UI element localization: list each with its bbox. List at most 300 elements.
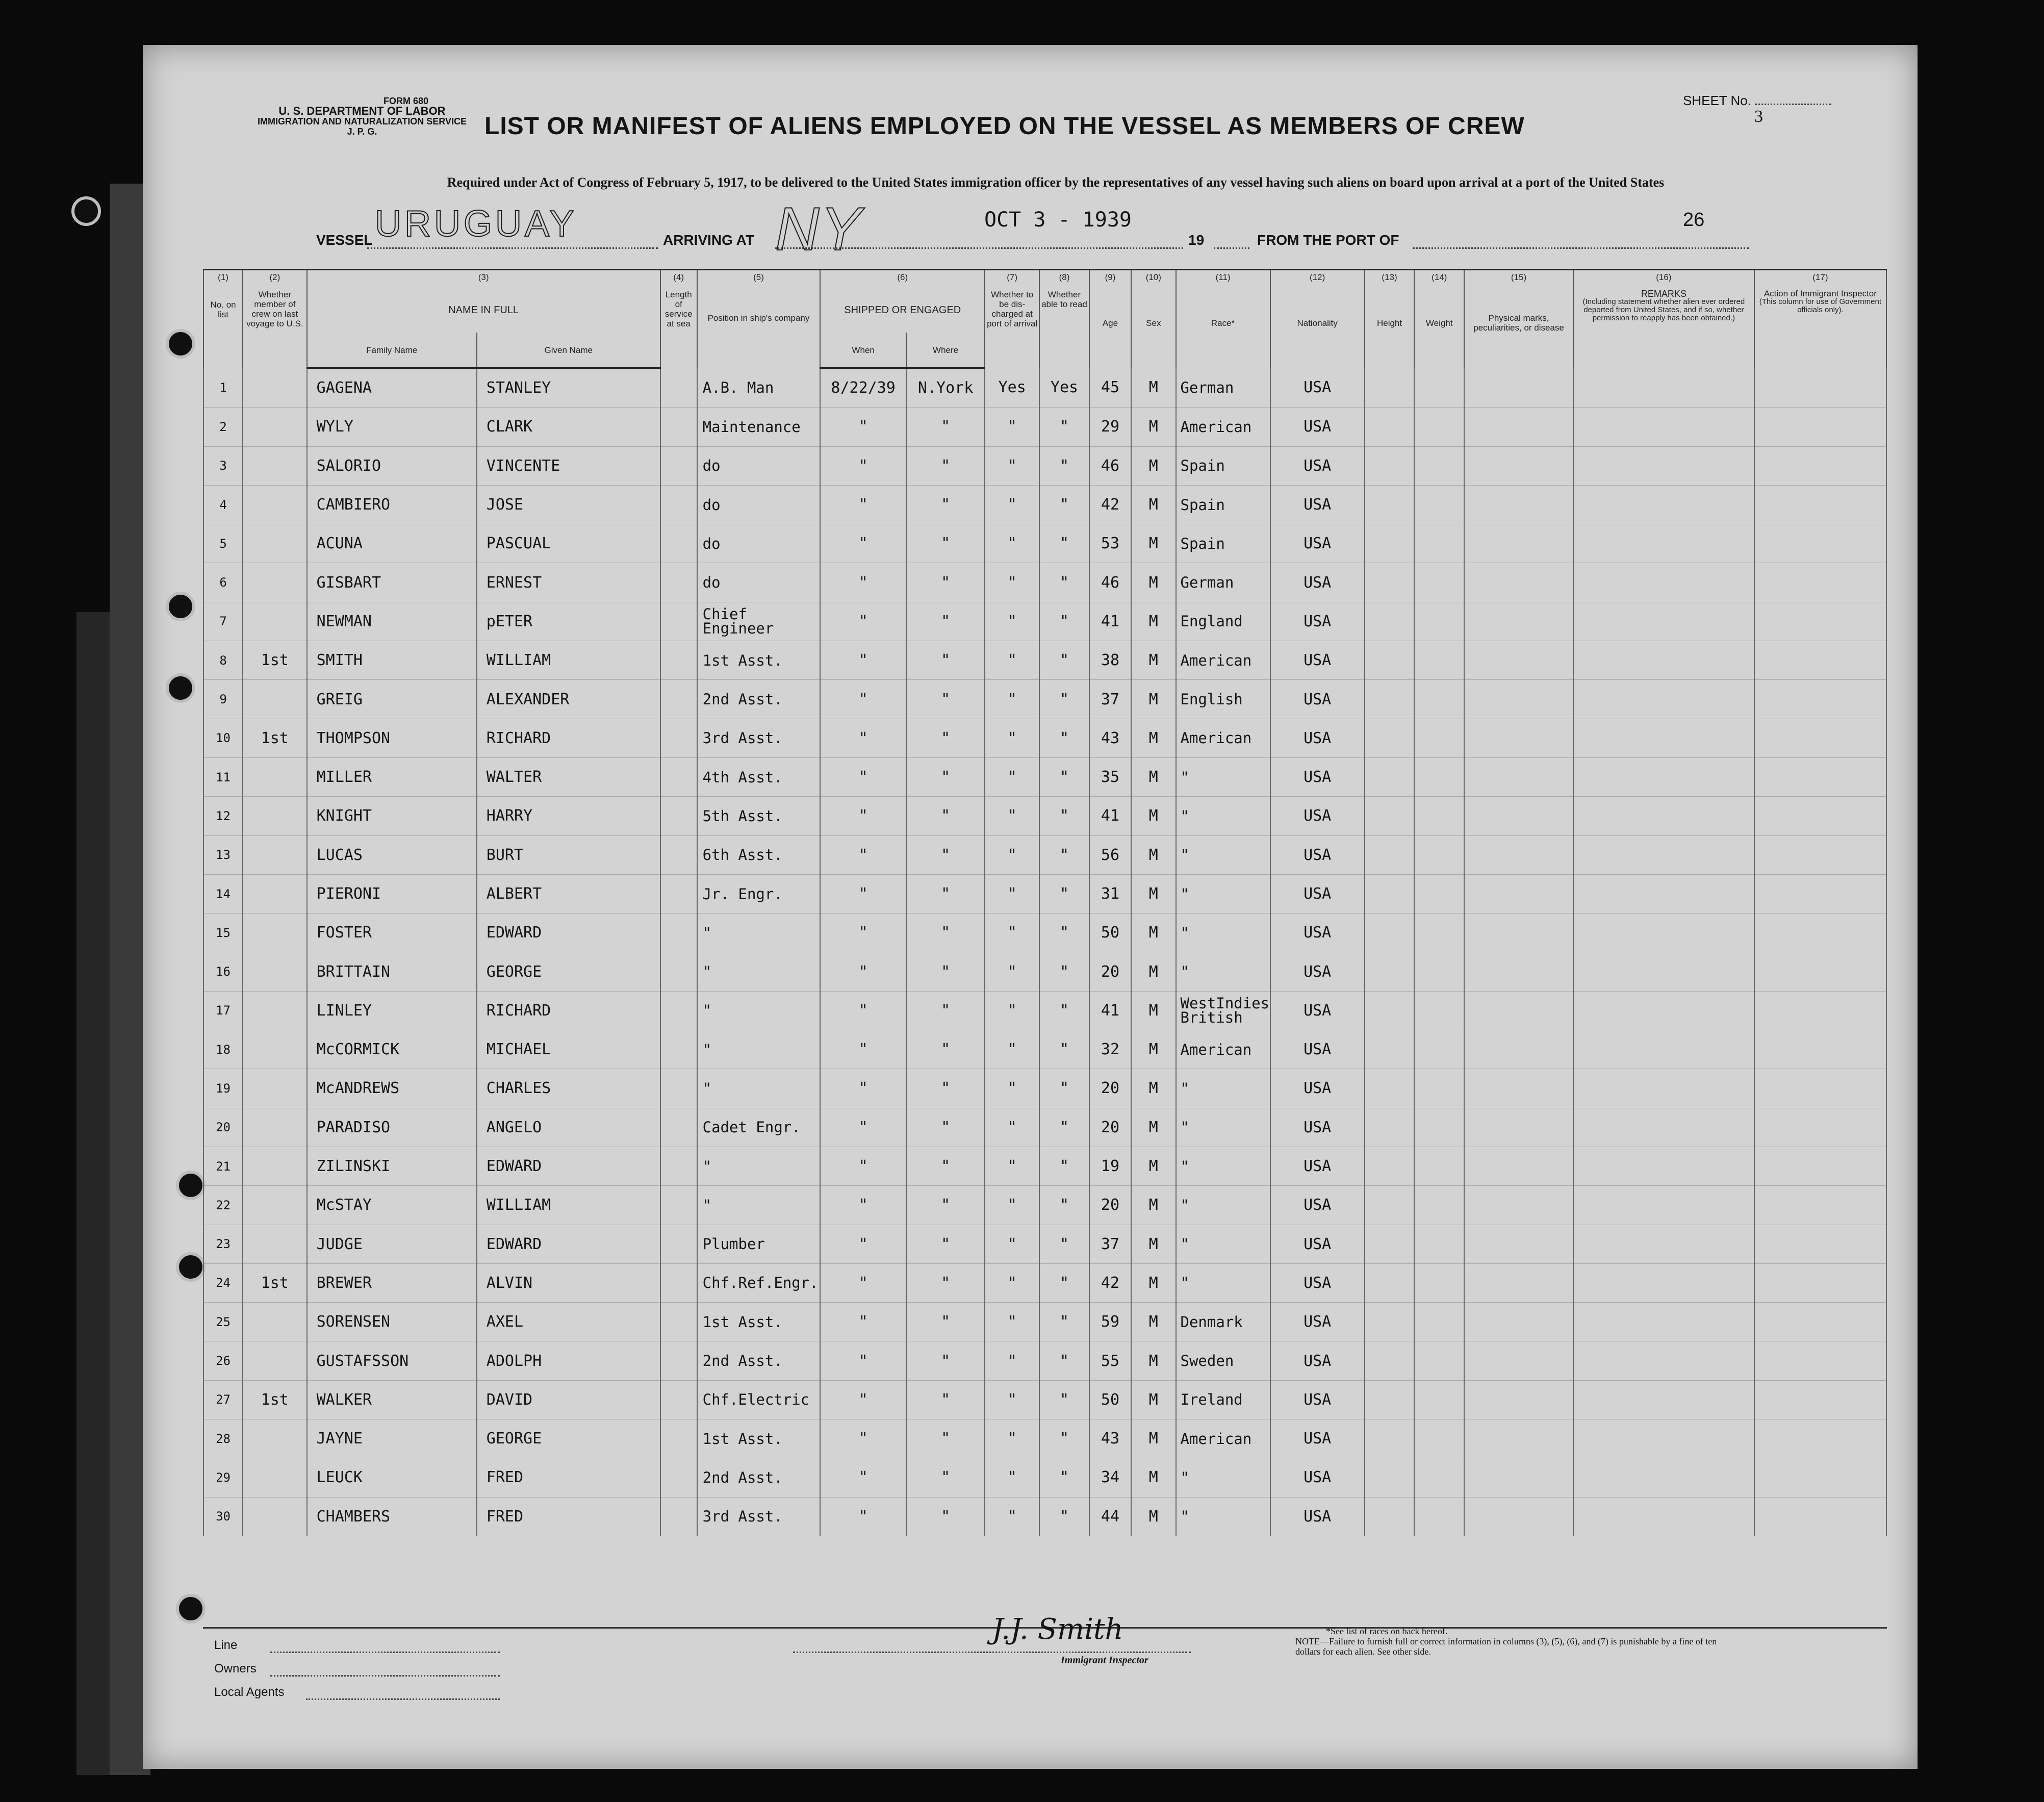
- physical-marks-cell: [1464, 1108, 1573, 1147]
- last-voyage-cell: 1st: [243, 719, 306, 757]
- race-cell: ": [1176, 797, 1270, 835]
- physical-marks-cell: [1464, 641, 1573, 680]
- col-num: (12): [1270, 270, 1365, 288]
- shipped-when-cell: ": [820, 1030, 906, 1069]
- row-number: 23: [203, 1225, 243, 1263]
- position-cell: ": [697, 952, 821, 991]
- age-cell: 20: [1089, 1108, 1131, 1147]
- sex-cell: M: [1131, 1263, 1176, 1302]
- table-row: [203, 485, 1886, 524]
- row-number: 12: [203, 797, 243, 835]
- weight-cell: [1414, 368, 1464, 408]
- sex-cell: M: [1131, 1069, 1176, 1108]
- last-voyage-cell: [243, 1458, 306, 1497]
- weight-cell: [1414, 1225, 1464, 1263]
- age-cell: 41: [1089, 602, 1131, 641]
- age-cell: 55: [1089, 1341, 1131, 1380]
- position-cell: Chief Engineer: [697, 602, 821, 641]
- family-name-cell: LEUCK: [307, 1458, 477, 1497]
- col-num: (13): [1365, 270, 1415, 288]
- able-to-read-cell: ": [1039, 680, 1089, 719]
- remarks-cell: [1573, 1263, 1754, 1302]
- table-row: [203, 602, 1886, 641]
- physical-marks-cell: [1464, 1419, 1573, 1458]
- col-family-name: Family Name: [307, 333, 477, 368]
- table-row: [203, 1380, 1886, 1419]
- height-cell: [1365, 1458, 1415, 1497]
- remarks-cell: [1573, 602, 1754, 641]
- inspector-action-cell: [1754, 446, 1886, 485]
- inspector-action-cell: [1754, 1147, 1886, 1185]
- inspector-action-cell: [1754, 1030, 1886, 1069]
- given-name-cell: DAVID: [477, 1380, 660, 1419]
- height-cell: [1365, 1497, 1415, 1536]
- shipped-where-cell: ": [906, 874, 985, 913]
- table-row: [203, 874, 1886, 913]
- arriving-label: ARRIVING AT: [663, 232, 754, 248]
- remarks-cell: [1573, 1030, 1754, 1069]
- last-voyage-cell: [243, 1030, 306, 1069]
- col-able-to-read: Whether able to read: [1039, 288, 1089, 368]
- length-of-service-cell: [660, 835, 697, 874]
- length-of-service-cell: [660, 1303, 697, 1341]
- weight-cell: [1414, 1263, 1464, 1302]
- discharged-cell: ": [985, 1458, 1039, 1497]
- col-inspector-action: [1754, 288, 1886, 368]
- height-cell: [1365, 485, 1415, 524]
- length-of-service-cell: [660, 524, 697, 563]
- penalty-note: NOTE—Failure to furnish full or correct information in columns (3), (5), (6), and (7) is punishable by a fine of ten dollars for each alien. See other side.: [1295, 1636, 1717, 1657]
- position-cell: Jr. Engr.: [697, 874, 821, 913]
- last-voyage-cell: [243, 602, 306, 641]
- col-num: (10): [1131, 270, 1176, 288]
- family-name-cell: THOMPSON: [307, 719, 477, 757]
- shipped-where-cell: ": [906, 641, 985, 680]
- table-row: [203, 446, 1886, 485]
- inspector-action-cell: [1754, 1108, 1886, 1147]
- height-cell: [1365, 446, 1415, 485]
- able-to-read-cell: ": [1039, 719, 1089, 757]
- nationality-cell: USA: [1270, 408, 1365, 446]
- remarks-cell: [1573, 485, 1754, 524]
- sex-cell: M: [1131, 446, 1176, 485]
- inspector-action-cell: [1754, 1263, 1886, 1302]
- discharged-cell: ": [985, 1341, 1039, 1380]
- col-sex: Sex: [1131, 288, 1176, 368]
- age-cell: 32: [1089, 1030, 1131, 1069]
- shipped-when-cell: ": [820, 719, 906, 757]
- remarks-cell: [1573, 757, 1754, 796]
- shipped-when-cell: ": [820, 1147, 906, 1185]
- row-number: 6: [203, 563, 243, 602]
- col-height: Height: [1365, 288, 1415, 368]
- shipped-when-cell: ": [820, 1380, 906, 1419]
- family-name-cell: BRITTAIN: [307, 952, 477, 991]
- height-cell: [1365, 602, 1415, 641]
- given-name-cell: VINCENTE: [477, 446, 660, 485]
- able-to-read-cell: ": [1039, 991, 1089, 1030]
- shipped-when-cell: ": [820, 952, 906, 991]
- family-name-cell: SORENSEN: [307, 1303, 477, 1341]
- shipped-when-cell: ": [820, 1263, 906, 1302]
- given-name-cell: CLARK: [477, 408, 660, 446]
- row-number: 29: [203, 1458, 243, 1497]
- able-to-read-cell: ": [1039, 1380, 1089, 1419]
- weight-cell: [1414, 797, 1464, 835]
- shipped-where-cell: N.York: [906, 368, 985, 408]
- nationality-cell: USA: [1270, 1263, 1365, 1302]
- last-voyage-cell: [243, 368, 306, 408]
- height-cell: [1365, 1186, 1415, 1225]
- height-cell: [1365, 913, 1415, 952]
- given-name-cell: EDWARD: [477, 1225, 660, 1263]
- discharged-cell: ": [985, 1303, 1039, 1341]
- sheet-label: SHEET No.: [1683, 93, 1751, 108]
- weight-cell: [1414, 874, 1464, 913]
- able-to-read-cell: ": [1039, 757, 1089, 796]
- col-shipped-engaged: SHIPPED OR ENGAGED: [820, 288, 985, 333]
- sex-cell: M: [1131, 1108, 1176, 1147]
- able-to-read-cell: ": [1039, 1263, 1089, 1302]
- weight-cell: [1414, 1458, 1464, 1497]
- row-number: 11: [203, 757, 243, 796]
- inspector-action-cell: [1754, 952, 1886, 991]
- col-num: (8): [1039, 270, 1089, 288]
- shipped-when-cell: 8/22/39: [820, 368, 906, 408]
- given-name-cell: STANLEY: [477, 368, 660, 408]
- shipped-when-cell: ": [820, 835, 906, 874]
- race-cell: ": [1176, 757, 1270, 796]
- race-cell: ": [1176, 1069, 1270, 1108]
- last-voyage-cell: 1st: [243, 641, 306, 680]
- table-row: [203, 1303, 1886, 1341]
- able-to-read-cell: ": [1039, 641, 1089, 680]
- position-cell: Chf.Electric: [697, 1380, 821, 1419]
- position-cell: do: [697, 524, 821, 563]
- age-cell: 37: [1089, 680, 1131, 719]
- length-of-service-cell: [660, 874, 697, 913]
- age-cell: 31: [1089, 874, 1131, 913]
- able-to-read-cell: ": [1039, 1069, 1089, 1108]
- family-name-cell: WALKER: [307, 1380, 477, 1419]
- inspector-action-cell: [1754, 719, 1886, 757]
- remarks-cell: [1573, 952, 1754, 991]
- nationality-cell: USA: [1270, 446, 1365, 485]
- nationality-cell: USA: [1270, 797, 1365, 835]
- family-name-cell: BREWER: [307, 1263, 477, 1302]
- length-of-service-cell: [660, 446, 697, 485]
- col-num: (17): [1754, 270, 1886, 288]
- given-name-cell: HARRY: [477, 797, 660, 835]
- remarks-cell: [1573, 408, 1754, 446]
- row-number: 19: [203, 1069, 243, 1108]
- remarks-cell: [1573, 1380, 1754, 1419]
- col-num: (3): [307, 270, 660, 288]
- shipped-where-cell: ": [906, 1108, 985, 1147]
- table-row: [203, 797, 1886, 835]
- height-cell: [1365, 757, 1415, 796]
- remarks-cell: [1573, 1497, 1754, 1536]
- last-voyage-cell: [243, 1419, 306, 1458]
- shipped-when-cell: ": [820, 485, 906, 524]
- length-of-service-cell: [660, 1069, 697, 1108]
- remarks-cell: [1573, 835, 1754, 874]
- nationality-cell: USA: [1270, 641, 1365, 680]
- races-note: *See list of races on back hereof.: [1326, 1626, 1448, 1636]
- length-of-service-cell: [660, 757, 697, 796]
- race-cell: ": [1176, 1263, 1270, 1302]
- col-position: Position in ship's company: [697, 288, 821, 368]
- nationality-cell: USA: [1270, 991, 1365, 1030]
- inspector-action-cell: [1754, 1458, 1886, 1497]
- sex-cell: M: [1131, 1186, 1176, 1225]
- family-name-cell: McCORMICK: [307, 1030, 477, 1069]
- remarks-cell: [1573, 1458, 1754, 1497]
- weight-cell: [1414, 485, 1464, 524]
- col-last-voyage: Whether member of crew on last voyage to U.S.: [243, 288, 306, 368]
- physical-marks-cell: [1464, 1458, 1573, 1497]
- race-cell: English: [1176, 680, 1270, 719]
- shipped-where-cell: ": [906, 485, 985, 524]
- family-name-cell: MILLER: [307, 757, 477, 796]
- position-cell: 2nd Asst.: [697, 680, 821, 719]
- discharged-cell: ": [985, 563, 1039, 602]
- remarks-cell: [1573, 641, 1754, 680]
- discharged-cell: ": [985, 680, 1039, 719]
- family-name-cell: NEWMAN: [307, 602, 477, 641]
- shipped-where-cell: ": [906, 1147, 985, 1185]
- physical-marks-cell: [1464, 602, 1573, 641]
- nationality-cell: USA: [1270, 368, 1365, 408]
- nationality-cell: USA: [1270, 1497, 1365, 1536]
- discharged-cell: ": [985, 1069, 1039, 1108]
- remarks-cell: [1573, 1419, 1754, 1458]
- shipped-when-cell: ": [820, 1458, 906, 1497]
- length-of-service-cell: [660, 719, 697, 757]
- family-name-cell: KNIGHT: [307, 797, 477, 835]
- weight-cell: [1414, 641, 1464, 680]
- nationality-cell: USA: [1270, 485, 1365, 524]
- race-cell: American: [1176, 719, 1270, 757]
- shipped-when-cell: ": [820, 757, 906, 796]
- row-number: 30: [203, 1497, 243, 1536]
- shipped-where-cell: ": [906, 719, 985, 757]
- given-name-cell: WALTER: [477, 757, 660, 796]
- age-cell: 46: [1089, 446, 1131, 485]
- weight-cell: [1414, 446, 1464, 485]
- row-number: 13: [203, 835, 243, 874]
- sex-cell: M: [1131, 1341, 1176, 1380]
- length-of-service-cell: [660, 991, 697, 1030]
- position-cell: 2nd Asst.: [697, 1341, 821, 1380]
- race-cell: ": [1176, 1108, 1270, 1147]
- position-cell: 2nd Asst.: [697, 1458, 821, 1497]
- sex-cell: M: [1131, 368, 1176, 408]
- race-cell: ": [1176, 1147, 1270, 1185]
- inspector-label: Immigrant Inspector: [1061, 1655, 1148, 1666]
- family-name-cell: McANDREWS: [307, 1069, 477, 1108]
- race-cell: German: [1176, 563, 1270, 602]
- race-cell: Spain: [1176, 485, 1270, 524]
- age-cell: 42: [1089, 485, 1131, 524]
- height-cell: [1365, 408, 1415, 446]
- table-row: [203, 991, 1886, 1030]
- given-name-cell: JOSE: [477, 485, 660, 524]
- sex-cell: M: [1131, 913, 1176, 952]
- sex-cell: M: [1131, 719, 1176, 757]
- last-voyage-cell: 1st: [243, 1380, 306, 1419]
- remarks-cell: [1573, 680, 1754, 719]
- owners-label: Owners: [214, 1662, 257, 1676]
- discharged-cell: ": [985, 991, 1039, 1030]
- physical-marks-cell: [1464, 1147, 1573, 1185]
- sheet-number: 3: [1754, 107, 1763, 126]
- row-number: 28: [203, 1419, 243, 1458]
- table-row: [203, 952, 1886, 991]
- given-name-cell: FRED: [477, 1497, 660, 1536]
- nationality-cell: USA: [1270, 1458, 1365, 1497]
- remarks-cell: [1573, 1069, 1754, 1108]
- height-cell: [1365, 641, 1415, 680]
- position-cell: ": [697, 1186, 821, 1225]
- physical-marks-cell: [1464, 913, 1573, 952]
- table-row: [203, 1186, 1886, 1225]
- row-number: 7: [203, 602, 243, 641]
- able-to-read-cell: ": [1039, 874, 1089, 913]
- able-to-read-cell: ": [1039, 1147, 1089, 1185]
- shipped-when-cell: ": [820, 563, 906, 602]
- discharged-cell: ": [985, 797, 1039, 835]
- year-label: 19: [1188, 232, 1205, 248]
- family-name-cell: GUSTAFSSON: [307, 1341, 477, 1380]
- row-number: 25: [203, 1303, 243, 1341]
- row-number: 1: [203, 368, 243, 408]
- position-cell: Maintenance: [697, 408, 821, 446]
- given-name-cell: ALEXANDER: [477, 680, 660, 719]
- remarks-cell: [1573, 991, 1754, 1030]
- remarks-cell: [1573, 1341, 1754, 1380]
- height-cell: [1365, 1147, 1415, 1185]
- given-name-cell: RICHARD: [477, 719, 660, 757]
- sex-cell: M: [1131, 602, 1176, 641]
- inspector-action-cell: [1754, 797, 1886, 835]
- inspector-action-cell: [1754, 1419, 1886, 1458]
- height-cell: [1365, 1108, 1415, 1147]
- weight-cell: [1414, 1419, 1464, 1458]
- weight-cell: [1414, 1186, 1464, 1225]
- table-row: [203, 757, 1886, 796]
- shipped-when-cell: ": [820, 408, 906, 446]
- age-cell: 41: [1089, 991, 1131, 1030]
- race-cell: ": [1176, 874, 1270, 913]
- length-of-service-cell: [660, 1225, 697, 1263]
- weight-cell: [1414, 991, 1464, 1030]
- position-cell: ": [697, 991, 821, 1030]
- shipped-where-cell: ": [906, 1419, 985, 1458]
- nationality-cell: USA: [1270, 719, 1365, 757]
- physical-marks-cell: [1464, 1225, 1573, 1263]
- column-header-row: [203, 288, 1886, 333]
- inspector-signature: J.J. Smith: [992, 1613, 1123, 1646]
- row-number: 2: [203, 408, 243, 446]
- discharged-cell: ": [985, 913, 1039, 952]
- row-number: 24: [203, 1263, 243, 1302]
- nationality-cell: USA: [1270, 680, 1365, 719]
- inspector-action-cell: [1754, 874, 1886, 913]
- physical-marks-cell: [1464, 952, 1573, 991]
- inspector-action-cell: [1754, 408, 1886, 446]
- race-cell: American: [1176, 1419, 1270, 1458]
- shipped-when-cell: ": [820, 641, 906, 680]
- age-cell: 50: [1089, 913, 1131, 952]
- age-cell: 43: [1089, 1419, 1131, 1458]
- col-discharged: Whether to be dis-charged at port of arrival: [985, 288, 1039, 368]
- age-cell: 20: [1089, 1069, 1131, 1108]
- physical-marks-cell: [1464, 563, 1573, 602]
- physical-marks-cell: [1464, 1030, 1573, 1069]
- inspector-action-cell: [1754, 835, 1886, 874]
- race-cell: ": [1176, 952, 1270, 991]
- family-name-cell: McSTAY: [307, 1186, 477, 1225]
- given-name-cell: GEORGE: [477, 952, 660, 991]
- physical-marks-cell: [1464, 1186, 1573, 1225]
- nationality-cell: USA: [1270, 1030, 1365, 1069]
- last-voyage-cell: [243, 1069, 306, 1108]
- last-voyage-cell: [243, 563, 306, 602]
- shipped-where-cell: ": [906, 1263, 985, 1302]
- family-name-cell: FOSTER: [307, 913, 477, 952]
- height-cell: [1365, 680, 1415, 719]
- page-subtitle: Required under Act of Congress of February 5, 1917, to be delivered to the United States immigration officer by the representatives of any vessel having such aliens on board upon arrival at a port of the United States: [447, 175, 1665, 190]
- shipped-where-cell: ": [906, 680, 985, 719]
- page-edge-shadow: [76, 612, 112, 1775]
- sex-cell: M: [1131, 1380, 1176, 1419]
- date-stamp: OCT 3 - 1939: [984, 208, 1132, 232]
- length-of-service-cell: [660, 1380, 697, 1419]
- col-name-in-full: NAME IN FULL: [307, 288, 660, 333]
- age-cell: 20: [1089, 1186, 1131, 1225]
- length-of-service-cell: [660, 563, 697, 602]
- table-row: [203, 719, 1886, 757]
- family-name-cell: ACUNA: [307, 524, 477, 563]
- nationality-cell: USA: [1270, 1303, 1365, 1341]
- position-cell: 3rd Asst.: [697, 719, 821, 757]
- given-name-cell: CHARLES: [477, 1069, 660, 1108]
- remarks-cell: [1573, 1186, 1754, 1225]
- remarks-cell: [1573, 446, 1754, 485]
- weight-cell: [1414, 1341, 1464, 1380]
- age-cell: 53: [1089, 524, 1131, 563]
- race-cell: ": [1176, 1186, 1270, 1225]
- weight-cell: [1414, 1303, 1464, 1341]
- sex-cell: M: [1131, 874, 1176, 913]
- discharged-cell: ": [985, 952, 1039, 991]
- physical-marks-cell: [1464, 991, 1573, 1030]
- col-length-of-service: Length of service at sea: [660, 288, 697, 368]
- height-cell: [1365, 1069, 1415, 1108]
- position-cell: 1st Asst.: [697, 641, 821, 680]
- position-cell: A.B. Man: [697, 368, 821, 408]
- row-number: 15: [203, 913, 243, 952]
- weight-cell: [1414, 835, 1464, 874]
- physical-marks-cell: [1464, 719, 1573, 757]
- binder-hole: [71, 196, 101, 226]
- remarks-cell: [1573, 874, 1754, 913]
- inspector-action-cell: [1754, 757, 1886, 796]
- col-num: (1): [203, 270, 243, 288]
- row-number: 27: [203, 1380, 243, 1419]
- form-header: [240, 96, 484, 137]
